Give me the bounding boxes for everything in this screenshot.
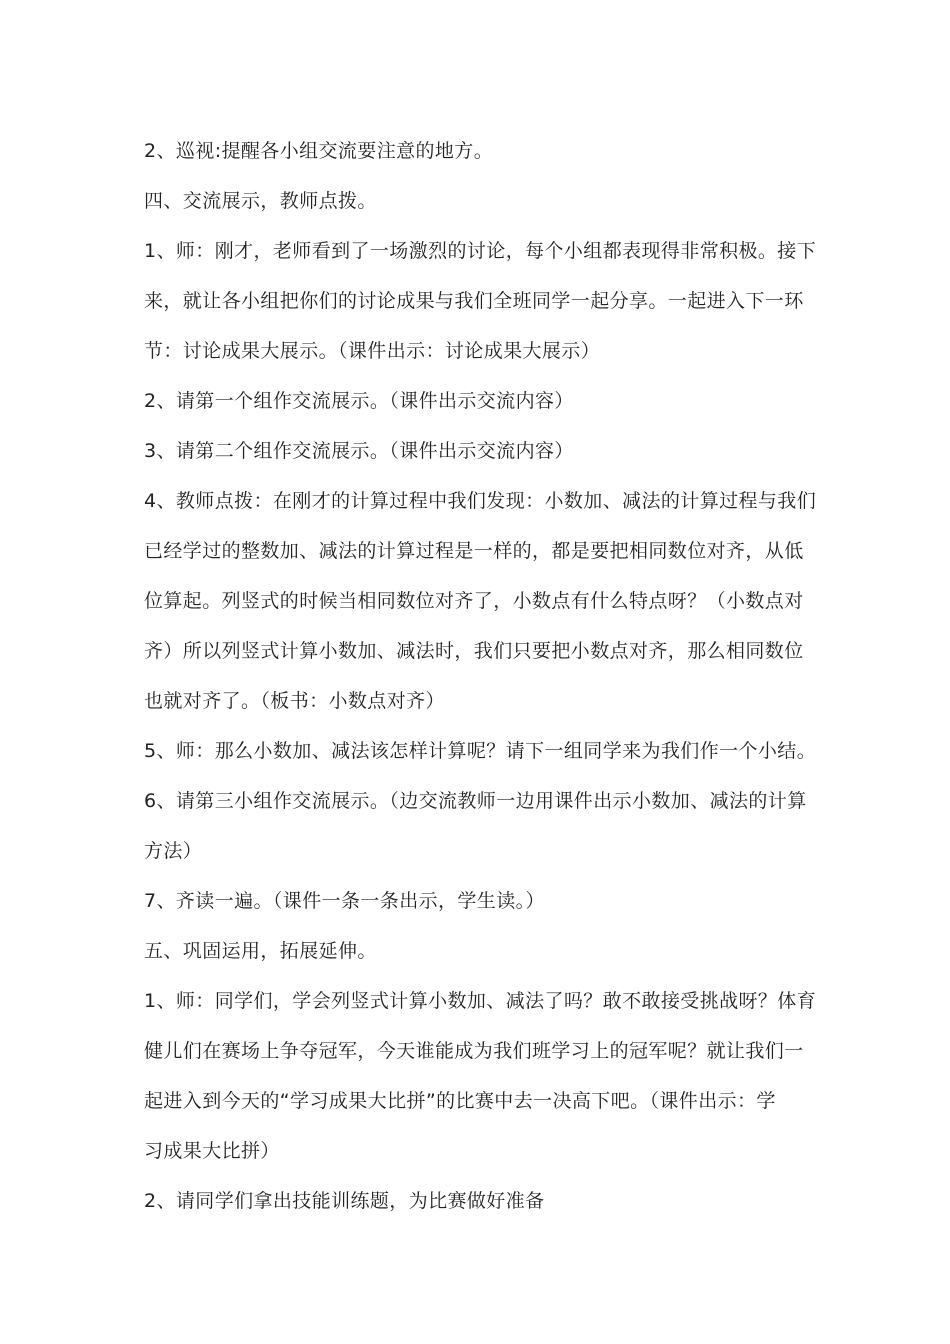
text-line: 健儿们在赛场上争夺冠军，今天谁能成为我们班学习上的冠军呢？就让我们一	[144, 1040, 804, 1062]
text-line: 方法）	[144, 840, 203, 862]
text-line: 7、齐读一遍。（课件一条一条出示，学生读。）	[144, 890, 545, 912]
text-line: 已经学过的整数加、减法的计算过程是一样的，都是要把相同数位对齐，从低	[144, 540, 804, 562]
text-line: 也就对齐了。（板书：小数点对齐）	[144, 690, 445, 712]
text-line: 4、教师点拨：在刚才的计算过程中我们发现：小数加、减法的计算过程与我们	[144, 490, 817, 512]
text-line: 2、请第一个组作交流展示。（课件出示交流内容）	[144, 390, 574, 412]
section-heading: 四、交流展示，教师点拨。	[144, 190, 377, 212]
text-line: 2、请同学们拿出技能训练题，为比赛做好准备	[144, 1190, 545, 1212]
text-line: 5、师：那么小数加、减法该怎样计算呢？请下一组同学来为我们作一个小结。	[144, 740, 817, 762]
text-line: 1、师：刚才，老师看到了一场激烈的讨论，每个小组都表现得非常积极。接下	[144, 240, 817, 262]
text-line: 节：讨论成果大展示。（课件出示：讨论成果大展示）	[144, 340, 601, 362]
text-line: 习成果大比拼）	[144, 1140, 280, 1162]
text-line: 3、请第二个组作交流展示。（课件出示交流内容）	[144, 440, 574, 462]
section-heading: 五、巩固运用，拓展延伸。	[144, 940, 377, 962]
text-line: 来，就让各小组把你们的讨论成果与我们全班同学一起分享。一起进入下一环	[144, 290, 804, 312]
text-line: 6、请第三小组作交流展示。（边交流教师一边用课件出示小数加、减法的计算	[144, 790, 807, 812]
text-line: 位算起。列竖式的时候当相同数位对齐了，小数点有什么特点呀？（小数点对	[144, 590, 804, 612]
text-line: 齐）所以列竖式计算小数加、减法时，我们只要把小数点对齐，那么相同数位	[144, 640, 804, 662]
text-line: 起进入到今天的“学习成果大比拼”的比赛中去一决高下吧。（课件出示：学	[144, 1090, 776, 1112]
text-line: 2、巡视:提醒各小组交流要注意的地方。	[144, 140, 494, 162]
text-line: 1、师：同学们，学会列竖式计算小数加、减法了吗？敢不敢接受挑战呀？体育	[144, 990, 817, 1012]
